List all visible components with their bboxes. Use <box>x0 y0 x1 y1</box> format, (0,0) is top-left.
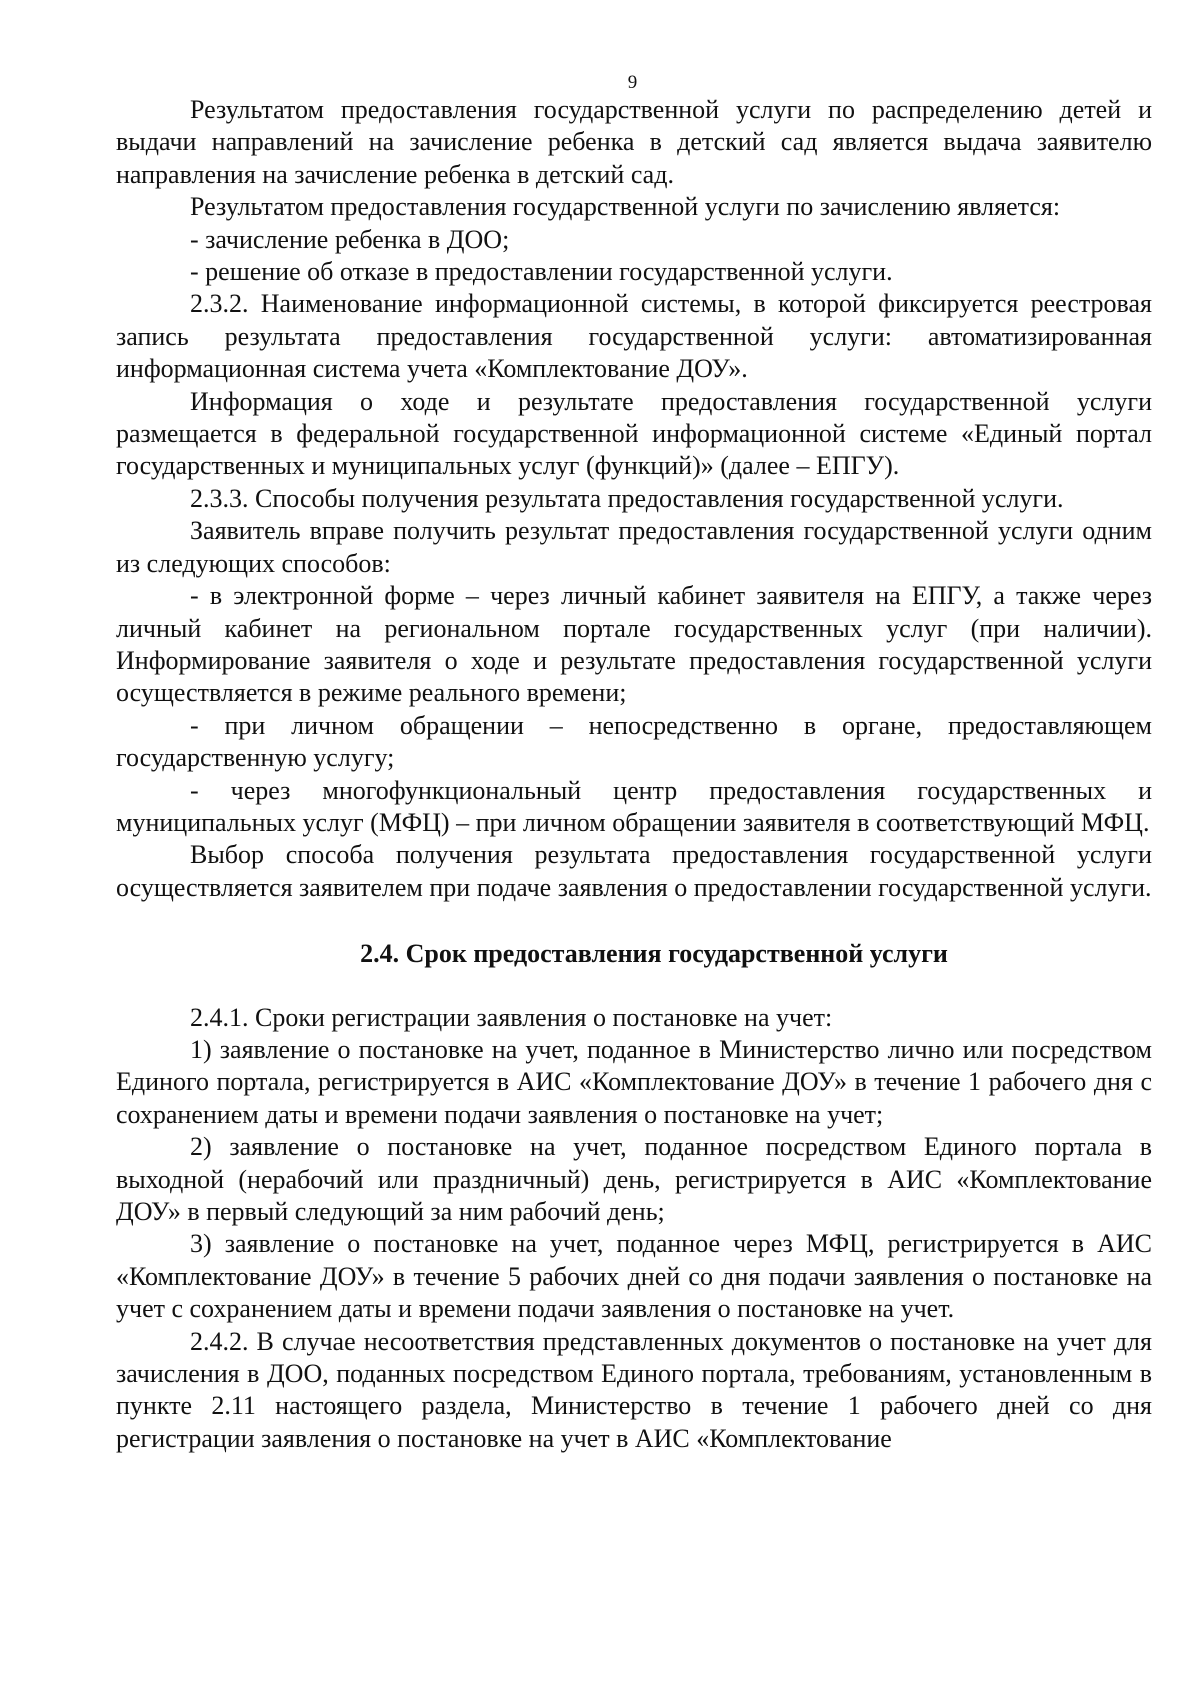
list-item-1: 1) заявление о постановке на учет, поданное в Министерство лично или посредством Единого портала, регистрируется в АИС «Комплектование ДОУ» в течение 1 рабочего дня с сохранением даты и времени подачи заявления о постановке на учет; <box>116 1034 1152 1129</box>
list-item-mfc: - через многофункциональный центр предоставления государственных и муниципальных услуг (МФЦ) – при личном обращении заявителя в соответствующий МФЦ. <box>116 775 1152 837</box>
list-item-electronic: - в электронной форме – через личный кабинет заявителя на ЕПГУ, а также через личный кабинет на региональном портале государственных услуг (при наличии). Информирование заявителя о ходе и результате предоставления государственной услуги осуществляется в режиме реального времени; <box>116 581 1152 708</box>
list-item-enrollment: - зачисление ребенка в ДОО; <box>190 224 510 254</box>
paragraph-applicant-options: Заявитель вправе получить результат предоставления государственной услуги одним из следующих способов: <box>116 516 1152 578</box>
document-body <box>116 94 1152 1455</box>
list-item-refusal: - решение об отказе в предоставлении государственной услуги. <box>190 257 893 287</box>
list-item-3: 3) заявление о постановке на учет, поданное через МФЦ, регистрируется в АИС «Комплектование ДОУ» в течение 5 рабочих дней со дня подачи заявления о постановке на учет с сохранением даты и времени подачи заявления о постановке на учет. <box>116 1229 1152 1324</box>
paragraph-2-3-2: 2.3.2. Наименование информационной системы, в которой фиксируется реестровая запись результата предоставления государственной услуги: автоматизированная информационная система учета «Комплектование ДОУ». <box>116 289 1152 384</box>
paragraph-result-distribution: Результатом предоставления государственной услуги по распределению детей и выдачи направлений на зачисление ребенка в детский сад является выдача заявителю направления на зачисление ребенка в детский сад. <box>116 95 1152 189</box>
section-heading: 2.4. Срок предоставления государственной услуги <box>360 939 948 969</box>
paragraph-result-enrollment: Результатом предоставления государственной услуги по зачислению является: <box>190 192 1061 222</box>
paragraph-2-4-2: 2.4.2. В случае несоответствия представленных документов о постановке на учет для зачисления в ДОО, поданных посредством Единого портала, требованиям, установленным в пункте 2.11 настоящего раздела, Министерство в течение 1 рабочего дней со дня регистрации заявления о постановке на учет в АИС «Комплектование <box>116 1326 1152 1453</box>
paragraph-epgu-info: Информация о ходе и результате предоставления государственной услуги размещается в федеральной государственной информационной системе «Единый портал государственных и муниципальных услуг (функций)» (далее – ЕПГУ). <box>116 386 1152 481</box>
paragraph-choice-method: Выбор способа получения результата предоставления государственной услуги осуществляется заявителем при подаче заявления о предоставлении государственной услуги. <box>116 840 1152 902</box>
paragraph-2-4-1: 2.4.1. Сроки регистрации заявления о постановке на учет: <box>190 1002 833 1032</box>
list-item-personal: - при личном обращении – непосредственно в органе, предоставляющем государственную услугу; <box>116 710 1152 773</box>
list-item-2: 2) заявление о постановке на учет, поданное посредством Единого портала в выходной (нерабочий или праздничный) день, регистрируется в АИС «Комплектование ДОУ» в первый следующий за ним рабочий день; <box>116 1132 1152 1226</box>
paragraph-2-3-3: 2.3.3. Способы получения результата предоставления государственной услуги. <box>190 483 1064 513</box>
page-number: 9 <box>627 72 638 93</box>
